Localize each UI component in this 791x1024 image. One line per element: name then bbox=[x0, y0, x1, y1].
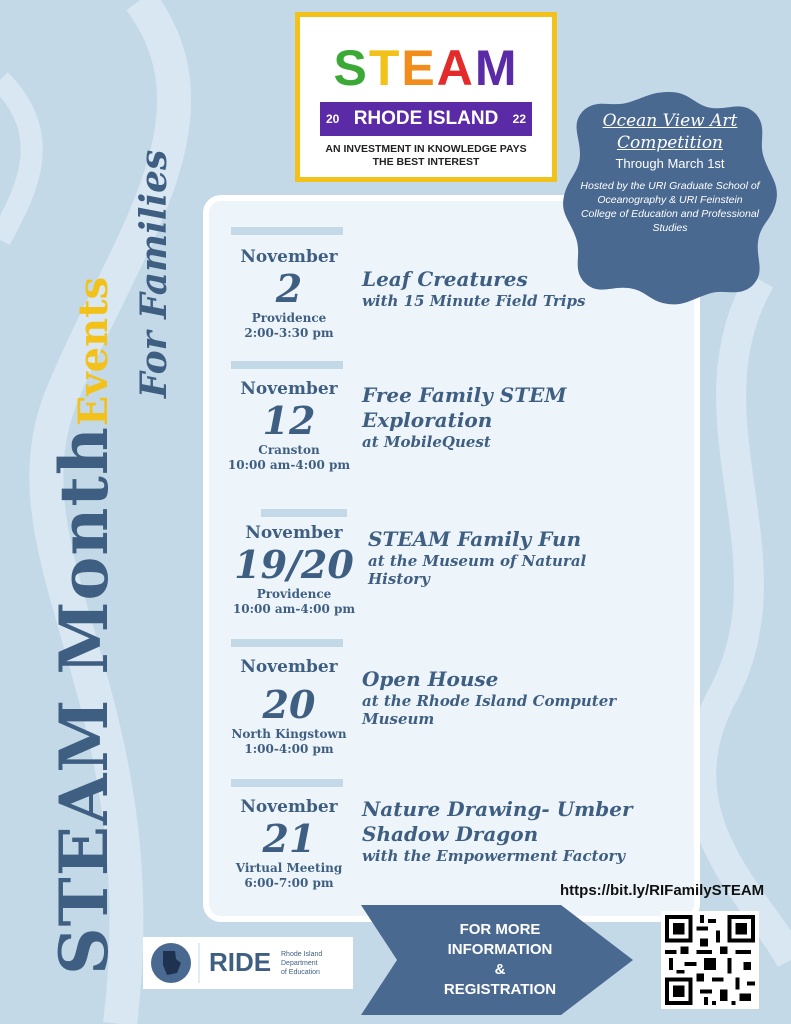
event-title-block bbox=[362, 383, 612, 451]
divider bbox=[231, 779, 343, 787]
event-location: Cranston bbox=[258, 443, 320, 457]
event-month: November bbox=[240, 379, 338, 399]
logo-tagline bbox=[300, 143, 552, 169]
art-competition-badge bbox=[560, 86, 780, 306]
event-title: Open House bbox=[362, 667, 499, 691]
event-day: 21 bbox=[262, 816, 316, 861]
cta-line: FOR MORE bbox=[459, 921, 541, 938]
title-accent: Events bbox=[70, 276, 117, 427]
divider bbox=[231, 361, 343, 369]
event-title: Free Family STEM Exploration bbox=[362, 383, 567, 432]
logo-letter: A bbox=[436, 40, 475, 96]
event-date bbox=[219, 247, 359, 341]
divider bbox=[231, 639, 343, 647]
event-time: 10:00 am-4:00 pm bbox=[227, 458, 351, 472]
divider bbox=[231, 227, 343, 235]
event-day: 20 bbox=[262, 682, 316, 727]
title-subtitle: For Families bbox=[133, 149, 175, 398]
ride-emblem-icon bbox=[143, 937, 203, 989]
cta-line: & bbox=[494, 961, 506, 978]
event-day: 2 bbox=[275, 266, 303, 311]
ride-name: RIDE bbox=[209, 947, 272, 977]
logo-steam-word bbox=[300, 39, 552, 97]
event-title-block bbox=[362, 667, 662, 728]
logo-year-right: 22 bbox=[512, 112, 526, 126]
event-title: Leaf Creatures bbox=[362, 267, 528, 291]
divider bbox=[261, 509, 347, 517]
event-time: 6:00-7:00 pm bbox=[244, 876, 334, 890]
event-title-block bbox=[362, 797, 682, 865]
event-day: 12 bbox=[262, 398, 316, 443]
event-location: Providence bbox=[256, 587, 332, 601]
logo-banner-text: RHODE ISLAND bbox=[353, 108, 499, 129]
cta-line: INFORMATION bbox=[447, 941, 553, 958]
logo-tagline-line: AN INVESTMENT IN KNOWLEDGE PAYS bbox=[325, 143, 527, 155]
steam-ri-logo bbox=[295, 12, 557, 182]
badge-text bbox=[580, 110, 760, 235]
event-location: North Kingstown bbox=[231, 727, 347, 741]
event-month: November bbox=[240, 797, 338, 817]
event-date bbox=[219, 657, 359, 757]
ride-full-line: Department bbox=[281, 960, 318, 967]
event-location: Virtual Meeting bbox=[235, 861, 343, 875]
event-time: 10:00 am-4:00 pm bbox=[232, 602, 356, 616]
badge-host: Hosted by the URI Graduate School of Oceanography & URI Feinstein College of Education and Professional Studies bbox=[580, 180, 760, 234]
event-time: 1:00-4:00 pm bbox=[244, 742, 334, 756]
ride-full-line: Rhode Island bbox=[281, 951, 323, 958]
event-time: 2:00-3:30 pm bbox=[244, 326, 334, 340]
event-title-block bbox=[368, 527, 638, 588]
event-title: STEAM Family Fun bbox=[368, 527, 582, 551]
ride-full-name bbox=[281, 950, 322, 977]
event-subtitle: with the Empowerment Factory bbox=[362, 847, 626, 865]
event-date bbox=[219, 797, 359, 891]
logo-tagline-line: THE BEST INTEREST bbox=[372, 156, 480, 168]
logo-letter: E bbox=[401, 40, 437, 96]
event-subtitle: at the Rhode Island Computer Museum bbox=[362, 692, 617, 728]
logo-letter: S bbox=[333, 40, 369, 96]
event-subtitle: at MobileQuest bbox=[362, 433, 491, 451]
title-main: STEAM Month bbox=[45, 426, 123, 975]
event-subtitle: at the Museum of Natural History bbox=[368, 552, 587, 588]
badge-title: Ocean View Art Competition bbox=[602, 111, 738, 153]
logo-banner bbox=[320, 102, 532, 136]
qr-code[interactable] bbox=[661, 911, 759, 1009]
event-date bbox=[219, 379, 359, 473]
vertical-title bbox=[45, 277, 123, 975]
event-title: Nature Drawing- Umber Shadow Dragon bbox=[362, 797, 633, 846]
event-day: 19/20 bbox=[234, 542, 354, 587]
ride-full-line: of Education bbox=[281, 969, 320, 976]
cta-text[interactable] bbox=[400, 920, 600, 1000]
event-month: November bbox=[240, 657, 338, 677]
logo-year-left: 20 bbox=[326, 112, 340, 126]
event-date bbox=[219, 523, 369, 617]
ride-logo bbox=[143, 937, 353, 989]
logo-letter: M bbox=[474, 40, 519, 96]
badge-date: Through March 1st bbox=[615, 156, 725, 171]
cta-line: REGISTRATION bbox=[443, 981, 557, 998]
event-month: November bbox=[245, 523, 343, 543]
registration-url[interactable]: https://bit.ly/RIFamilySTEAM bbox=[560, 882, 765, 899]
qr-pattern bbox=[661, 911, 759, 1009]
event-subtitle: with 15 Minute Field Trips bbox=[362, 292, 586, 310]
event-location: Providence bbox=[251, 311, 327, 325]
logo-letter: T bbox=[368, 40, 402, 96]
event-month: November bbox=[240, 247, 338, 267]
